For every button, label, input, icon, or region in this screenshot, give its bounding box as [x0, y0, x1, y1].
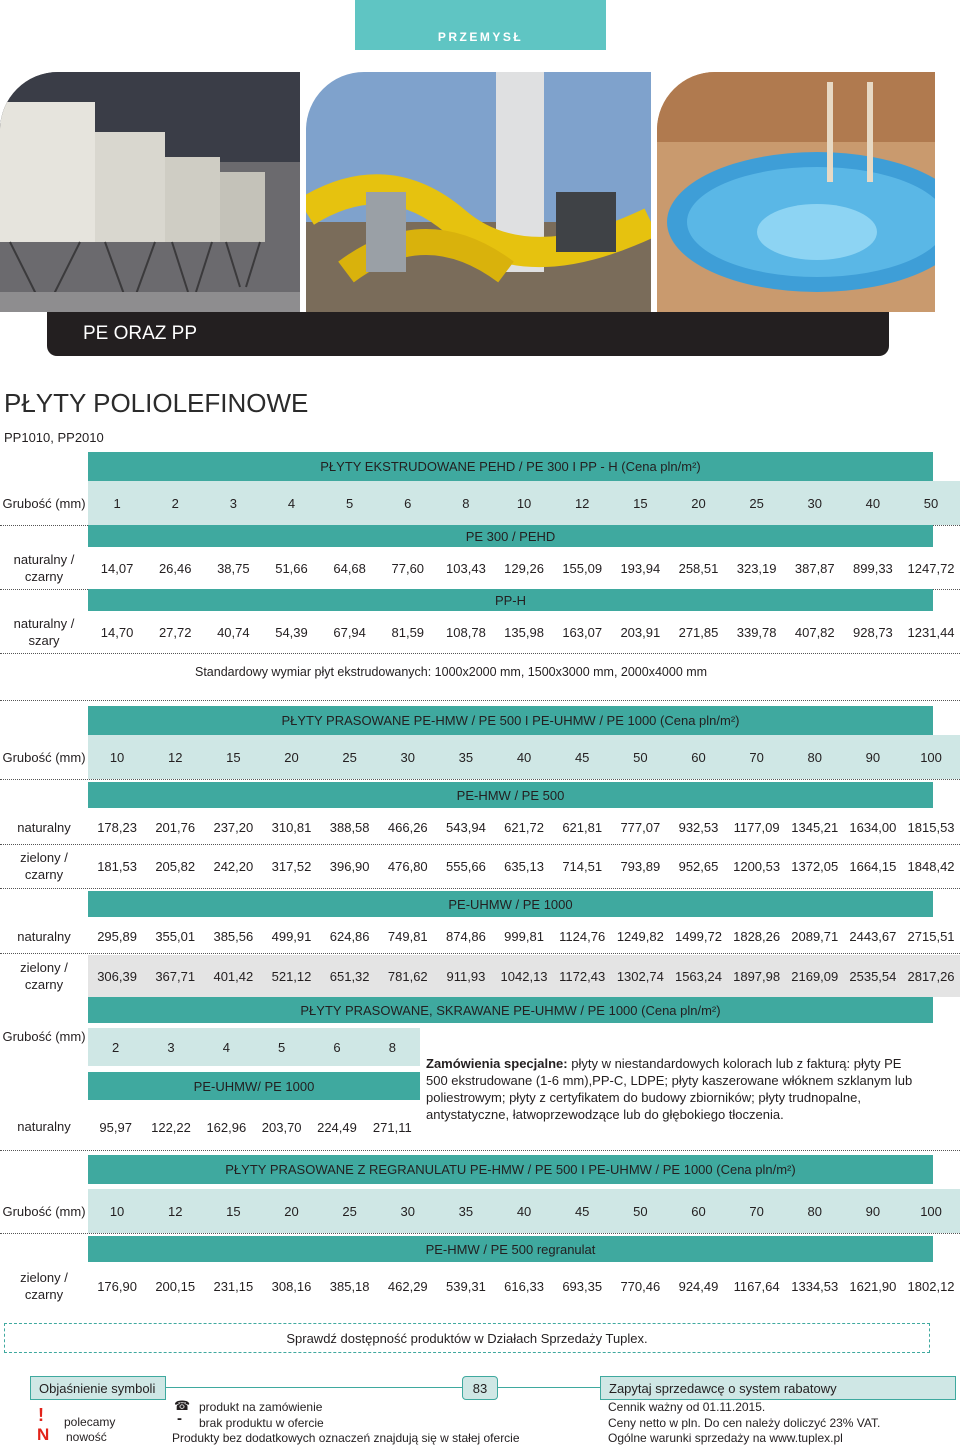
price-valid-date: Cennik ważny od 01.11.2015. [608, 1400, 766, 1414]
thickness-cell: 3 [167, 1039, 175, 1055]
thickness-cell: 6 [404, 495, 412, 511]
price-cell: 1334,53 [791, 1278, 839, 1294]
price-cell: 310,81 [271, 819, 312, 835]
thickness-cell: 80 [807, 749, 822, 765]
thickness-cell: 4 [222, 1039, 230, 1055]
price-cell: 323,19 [736, 560, 777, 576]
price-cell: 54,39 [275, 624, 308, 640]
price-cell: 651,32 [329, 968, 370, 984]
price-cell: 64,68 [333, 560, 366, 576]
table1-note: Standardowy wymiar płyt ekstrudowanych: 1000x2000 mm, 1500x3000 mm, 2000x4000 mm [195, 665, 708, 679]
table-row [0, 919, 960, 954]
price-cell: 1897,98 [733, 968, 781, 984]
thickness-cell: 5 [346, 495, 354, 511]
price-cell: 1249,82 [616, 928, 664, 944]
price-cell: 749,81 [387, 928, 428, 944]
page-title: PŁYTY POLIOLEFINOWE [4, 388, 309, 418]
row-label: zielony / czarny [20, 1270, 68, 1302]
price-cell: 462,29 [387, 1278, 428, 1294]
price-cell: 781,62 [387, 968, 428, 984]
divider [0, 700, 960, 701]
special-orders-heading: Zamówienia specjalne: [426, 1056, 568, 1071]
price-cell: 693,35 [562, 1278, 603, 1294]
thickness-cell: 3 [229, 495, 237, 511]
legend-not-offered: brak produktu w ofercie [199, 1416, 324, 1430]
price-cell: 635,13 [504, 858, 544, 874]
thickness-label: Grubość (mm) [2, 1203, 86, 1219]
recommended-icon: ! [38, 1405, 44, 1425]
thickness-cell: 10 [109, 1203, 125, 1219]
thickness-cell: 15 [226, 1203, 241, 1219]
price-cell: 770,46 [620, 1278, 661, 1294]
legend-on-order: produkt na zamówienie [199, 1400, 323, 1414]
thickness-cell: 40 [516, 749, 532, 765]
price-cell: 1563,24 [674, 968, 722, 984]
dash-icon: - [177, 1410, 182, 1427]
price-cell: 193,94 [620, 560, 661, 576]
pool-photo [657, 72, 935, 312]
price-cell: 616,33 [504, 1278, 544, 1294]
thickness-label: Grubość (mm) [2, 495, 86, 511]
availability-note [4, 1323, 930, 1353]
price-cell: 2169,09 [791, 968, 839, 984]
table3-group: PE-UHMW/ PE 1000 [88, 1072, 420, 1100]
price-cell: 95,97 [99, 1119, 132, 1135]
price-cell: 621,72 [504, 819, 544, 835]
table2-thickness-cells [88, 735, 960, 779]
thickness-cell: 20 [284, 1203, 299, 1219]
category-banner: PE ORAZ PP [47, 312, 889, 356]
pipes-photo [306, 72, 651, 312]
thickness-cell: 8 [388, 1039, 396, 1055]
price-cell: 224,49 [317, 1119, 357, 1135]
legend-title: Objaśnienie symboli [30, 1376, 166, 1400]
price-cell: 476,80 [387, 858, 428, 874]
price-cell: 952,65 [678, 858, 719, 874]
price-cell: 777,07 [620, 819, 661, 835]
special-orders-note [426, 1055, 926, 1123]
price-cell: 258,51 [678, 560, 719, 576]
price-cell: 271,11 [372, 1119, 412, 1135]
price-cell: 499,91 [271, 928, 312, 944]
price-cell: 2715,51 [907, 928, 955, 944]
divider [166, 1387, 462, 1388]
table3-title: PŁYTY PRASOWANE, SKRAWANE PE-UHMW / PE 1000 (Cena pln/m²) [88, 997, 933, 1023]
price-cell: 521,12 [271, 968, 312, 984]
row-label: zielony / czarny [20, 960, 68, 992]
price-cell: 1848,42 [907, 858, 955, 874]
page-subtitle: PP1010, PP2010 [4, 430, 104, 445]
price-cell: 407,82 [794, 624, 835, 640]
thickness-cell: 35 [458, 749, 474, 765]
price-cell: 205,82 [155, 858, 196, 874]
thickness-cell: 30 [807, 495, 822, 511]
price-cell: 928,73 [853, 624, 893, 640]
price-cell: 924,49 [678, 1278, 719, 1294]
table1-group-pph: PP-H [88, 589, 933, 611]
price-cell: 543,94 [446, 819, 486, 835]
price-cell: 1621,90 [849, 1278, 897, 1294]
divider [0, 1150, 960, 1151]
thickness-cell: 30 [400, 749, 415, 765]
price-cell: 387,87 [794, 560, 835, 576]
divider [498, 1387, 600, 1388]
thickness-cell: 6 [333, 1039, 341, 1055]
thickness-cell: 20 [691, 495, 706, 511]
thickness-cell: 5 [278, 1039, 286, 1055]
price-cell: 38,75 [217, 560, 250, 576]
price-cell: 899,33 [853, 560, 893, 576]
row-label: naturalny [17, 1119, 71, 1134]
table4-group: PE-HMW / PE 500 regranulat [88, 1236, 933, 1262]
price-cell: 237,20 [213, 819, 254, 835]
price-cell: 203,70 [261, 1119, 302, 1135]
silos-photo [0, 72, 300, 312]
price-cell: 1634,00 [849, 819, 897, 835]
price-cell: 1231,44 [907, 624, 955, 640]
section-tag: PRZEMYSŁ [355, 0, 606, 50]
table-row [0, 611, 960, 654]
table-row [0, 844, 960, 889]
table4-title: PŁYTY PRASOWANE Z REGRANULATU PE-HMW / PE 500 I PE-UHMW / PE 1000 (Cena pln/m²) [88, 1155, 933, 1184]
discount-note: Zapytaj sprzedawcę o system rabatowy [600, 1376, 956, 1400]
thickness-cell: 80 [807, 1203, 822, 1219]
price-cell: 388,58 [329, 819, 370, 835]
thickness-label-text: Grubość (mm) [2, 1029, 86, 1044]
price-cell: 2817,26 [907, 968, 955, 984]
price-cell: 1499,72 [674, 928, 722, 944]
price-cell: 51,66 [275, 560, 308, 576]
price-cell: 77,60 [391, 560, 425, 576]
thickness-cell: 35 [458, 1203, 474, 1219]
price-cell: 2089,71 [791, 928, 839, 944]
table1-title: PŁYTY EKSTRUDOWANE PEHD / PE 300 I PP - H (Cena pln/m²) [88, 452, 933, 481]
row-values [88, 561, 960, 576]
price-cell: 162,96 [206, 1119, 247, 1135]
price-cell: 1042,13 [500, 968, 548, 984]
price-cell: 271,85 [678, 624, 719, 640]
legend-new: nowość [66, 1430, 107, 1444]
row-label: zielony / czarny [20, 850, 68, 882]
price-cell: 81,59 [391, 624, 425, 640]
table2-thickness-row [0, 735, 960, 780]
thickness-cell: 50 [923, 495, 939, 511]
price-cell: 231,15 [213, 1278, 254, 1294]
thickness-cell: 60 [691, 749, 706, 765]
thickness-cell: 10 [109, 749, 125, 765]
price-cell: 203,91 [620, 624, 661, 640]
price-cell: 129,26 [504, 560, 544, 576]
thickness-label [0, 1028, 88, 1045]
legend-recommended: polecamy [64, 1415, 116, 1429]
thickness-cell: 15 [633, 495, 648, 511]
price-cell: 155,09 [562, 560, 603, 576]
price-cell: 1124,76 [559, 928, 606, 944]
row-values [88, 1279, 960, 1294]
thickness-cell: 10 [516, 495, 532, 511]
price-cell: 163,07 [562, 624, 603, 640]
thickness-cell: 45 [574, 1203, 590, 1219]
thickness-cell: 100 [920, 749, 942, 765]
thickness-cell: 20 [284, 749, 299, 765]
thickness-cell: 70 [749, 1203, 764, 1219]
thickness-cell: 60 [691, 1203, 706, 1219]
thickness-cell: 25 [342, 1203, 357, 1219]
thickness-cell: 15 [226, 749, 241, 765]
phone-icon: ☎ [174, 1398, 191, 1413]
price-cell: 621,81 [562, 819, 603, 835]
thickness-cell: 2 [171, 495, 179, 511]
thickness-cell: 1 [113, 495, 121, 511]
price-cell: 874,86 [446, 928, 486, 944]
row-label: naturalny [17, 819, 71, 835]
row-label: naturalny / szary [13, 616, 75, 648]
price-vat-note: Ceny netto w pln. Do cen należy doliczyć 23% VAT. [608, 1416, 881, 1430]
price-cell: 1664,15 [849, 858, 897, 874]
price-cell: 999,81 [504, 928, 544, 944]
price-cell: 714,51 [562, 858, 603, 874]
price-cell: 1302,74 [616, 968, 664, 984]
table-row [0, 955, 960, 997]
price-cell: 1372,05 [791, 858, 839, 874]
row-label: naturalny / czarny [13, 552, 75, 584]
price-cell: 306,39 [97, 968, 137, 984]
row-values [88, 820, 960, 835]
thickness-cell: 50 [633, 749, 648, 765]
row-values [88, 1112, 420, 1142]
price-cell: 201,76 [155, 819, 196, 835]
price-cell: 555,66 [446, 858, 486, 874]
price-cell: 401,42 [213, 968, 254, 984]
price-cell: 40,74 [217, 624, 250, 640]
price-cell: 911,93 [446, 968, 486, 984]
thickness-cell: 4 [287, 495, 296, 511]
thickness-cell: 25 [749, 495, 764, 511]
row-label: naturalny [17, 928, 71, 944]
price-cell: 181,53 [97, 858, 137, 874]
price-cell: 1172,43 [559, 968, 606, 984]
price-cell: 103,43 [446, 560, 486, 576]
price-cell: 385,18 [329, 1278, 370, 1294]
row-values [88, 929, 960, 944]
legend-standard-offer: Produkty bez dodatkowych oznaczeń znajdują się w stałej ofercie [172, 1431, 520, 1445]
page-number: 83 [462, 1376, 498, 1400]
price-cell: 135,98 [504, 624, 544, 640]
price-cell: 396,90 [329, 858, 370, 874]
table2-group-pe500: PE-HMW / PE 500 [88, 782, 933, 808]
price-cell: 355,01 [155, 928, 196, 944]
price-cell: 367,71 [155, 968, 196, 984]
table2-title: PŁYTY PRASOWANE PE-HMW / PE 500 I PE-UHMW / PE 1000 (Cena pln/m²) [88, 706, 933, 735]
price-cell: 108,78 [446, 624, 486, 640]
price-cell: 1200,53 [733, 858, 781, 874]
thickness-cell: 90 [865, 1203, 881, 1219]
row-values [88, 859, 960, 874]
table1-thickness-cells [88, 481, 960, 525]
price-cell: 317,52 [271, 858, 312, 874]
table-row [0, 810, 960, 845]
price-cell: 176,90 [97, 1278, 137, 1294]
price-cell: 178,23 [97, 819, 137, 835]
thickness-cell: 12 [574, 495, 590, 511]
price-cell: 466,26 [387, 819, 428, 835]
price-cell: 242,20 [213, 858, 254, 874]
thickness-cell: 90 [865, 749, 881, 765]
thickness-cell: 25 [342, 749, 357, 765]
table1-thickness-row [0, 481, 960, 526]
table-row [0, 547, 960, 590]
price-cell: 385,56 [213, 928, 254, 944]
thickness-cell: 12 [167, 749, 183, 765]
price-cell: 122,22 [151, 1119, 191, 1135]
thickness-cell: 40 [865, 495, 881, 511]
price-cell: 14,70 [100, 624, 134, 640]
thickness-cell: 50 [633, 1203, 648, 1219]
thickness-cell: 8 [462, 495, 470, 511]
price-cell: 27,72 [158, 624, 192, 640]
price-cell: 295,89 [97, 928, 137, 944]
price-cell: 67,94 [333, 624, 366, 640]
thickness-cell: 45 [574, 749, 590, 765]
price-cell: 624,86 [329, 928, 370, 944]
price-cell: 14,07 [100, 560, 134, 576]
table3-thickness-cells [88, 1028, 420, 1066]
price-cell: 2535,54 [849, 968, 897, 984]
thickness-cell: 12 [167, 1203, 183, 1219]
special-orders-text: płyty w niestandardowych kolorach lub z fakturą: płyty PE 500 ekstrudowane (1-6 mm),PP-C, LDPE; płyty kaszerowane włóknem szklanym lub poliestrowym; płyty z certyfikatem do budowy zbiorników; płyty trudnopalne, antystatyczne, łatwoprzewodzące lub do głębokiego tłoczenia. [426, 1056, 913, 1122]
table-row [0, 1264, 960, 1308]
price-cell: 1802,12 [907, 1278, 955, 1294]
price-cell: 1828,26 [733, 928, 781, 944]
price-cell: 200,15 [155, 1278, 196, 1294]
thickness-cell: 2 [112, 1039, 120, 1055]
price-cell: 539,31 [446, 1278, 486, 1294]
new-icon: N [37, 1425, 50, 1444]
price-cell: 1177,09 [733, 819, 780, 835]
thickness-cell: 100 [920, 1203, 942, 1219]
price-cell: 1247,72 [907, 560, 955, 576]
sales-terms: Ogólne warunki sprzedaży na www.tuplex.pl [608, 1431, 843, 1445]
price-cell: 1815,53 [907, 819, 955, 835]
table1-group-pehd: PE 300 / PEHD [88, 525, 933, 547]
price-cell: 793,89 [620, 858, 661, 874]
price-cell: 932,53 [678, 819, 719, 835]
price-cell: 1167,64 [733, 1278, 780, 1294]
thickness-label: Grubość (mm) [2, 749, 86, 765]
thickness-cell: 30 [400, 1203, 415, 1219]
row-values [88, 955, 960, 997]
table4-thickness-row [0, 1189, 960, 1234]
thickness-cell: 70 [749, 749, 764, 765]
price-cell: 308,16 [271, 1278, 312, 1294]
row-values [88, 625, 960, 640]
price-cell: 2443,67 [849, 928, 897, 944]
thickness-cell: 40 [516, 1203, 532, 1219]
price-cell: 1345,21 [791, 819, 839, 835]
price-cell: 339,78 [736, 624, 777, 640]
availability-text: Sprawdź dostępność produktów w Działach Sprzedaży Tuplex. [286, 1330, 648, 1346]
table4-thickness-cells [88, 1189, 960, 1233]
table2-group-pe1000: PE-UHMW / PE 1000 [88, 891, 933, 917]
price-cell: 26,46 [158, 560, 192, 576]
